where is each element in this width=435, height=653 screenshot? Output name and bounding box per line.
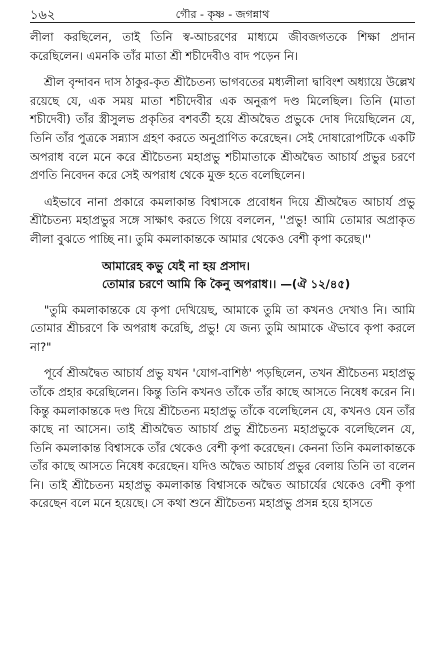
verse-line: তোমার চরণে আমি কি কৈনু অপরাধ।। —(ঐ ১২/৪৫)	[102, 276, 351, 291]
paragraph: এইভাবে নানা প্রকারে কমলাকান্ত বিশ্বাসকে প্রবোধন দিয়ে শ্রীঅদ্বৈত আচার্য প্রভু শ্রীচৈতন্য মহাপ্রভুর সঙ্গে সাক্ষাৎ করতে গিয়ে বললেন, ''প্রভু! আমি তোমার অপ্রাকৃত লীলা বুঝতে পাচ্ছি না। তুমি কমলাকান্তকে আমার থেকেও বেশী কৃপা করেছ।''	[30, 194, 415, 246]
running-title: গৌর - কৃষ্ণ - জগন্নাথ	[175, 8, 270, 21]
page-header	[30, 0, 415, 22]
paragraph: লীলা করছিলেন, তাই তিনি স্ব-আচরণের মাধ্যমে জীবজগতকে শিক্ষা প্রদান করেছিলেন। এমনকি তাঁর মাতা শ্রী শচীদেবীও বাদ পড়েন নি।	[30, 30, 415, 63]
verse-line: আমারেহ কভু যেই না হয় প্রসাদ।	[102, 258, 250, 273]
paragraph: শ্রীল বৃন্দাবন দাস ঠাকুর-কৃত শ্রীচৈতন্য ভাগবতের মধ্যলীলা দ্বাবিংশ অধ্যায়ে উল্লেখ রয়েছে যে, এক সময় মাতা শচীদেবীর এক অনুরূপ দণ্ড মিলেছিল। তিনি (মাতা শচীদেবী) তাঁর স্ত্রীসুলভ প্রকৃতির বশবর্তী হয়ে শ্রীঅদ্বৈত প্রভুকে দোষ দিয়েছিলেন যে, তিনি তাঁর পুত্রকে সন্ন্যাস গ্রহণ করতে অনুপ্রাণিত করেছেন। সেই দোষারোপটিকে একটি অপরাধ বলে মনে করে শ্রীচৈতন্য মহাপ্রভু শচীমাতাকে শ্রীঅদ্বৈত আচার্য প্রভুর চরণে প্রণতি নিবেদন করে সেই অপরাধ থেকে মুক্ত হতে বলেছিলেন।	[30, 75, 415, 183]
paragraph: "তুমি কমলাকান্তকে যে কৃপা দেখিয়েছ, আমাকে তুমি তা কখনও দেখাও নি। আমি তোমার শ্রীচরণে কি অপরাধ করেছি, প্রভু! যে জন্য তুমি আমাকে ঐভাবে কৃপা করলে না?"	[30, 302, 415, 354]
page-number: ১৬২	[30, 8, 56, 23]
paragraph: পূর্বে শ্রীঅদ্বৈত আচার্য প্রভু যখন 'যোগ-বাশিষ্ঠ' পড়ছিলেন, তখন শ্রীচৈতন্য মহাপ্রভু তাঁকে প্রহার করেছিলেন। কিন্তু তিনি কখনও তাঁকে তাঁর কাছে আসতে নিষেধ করেন নি। কিন্তু কমলাকান্তকে দণ্ড দিয়ে শ্রীচৈতন্য মহাপ্রভু তাঁকে বলেছিলেন যে, কখনও যেন তাঁর কাছে না আসেন। তাই শ্রীঅদ্বৈত আচার্য প্রভু শ্রীচৈতন্য মহাপ্রভুকে বলেছিলেন যে, তিনি কমলাকান্ত বিশ্বাসকে তাঁর থেকেও বেশী কৃপা করেছেন। কেননা তিনি কমলাকান্তকে তাঁর কাছে আসতে নিষেধ করেছেন। যদিও অদ্বৈত আচার্য প্রভুর বেলায় তিনি তা বলেন নি। তাই শ্রীচৈতন্য মহাপ্রভু কমলাকান্ত বিশ্বাসকে অদ্বৈত আচার্যের থেকেও বেশী কৃপা করেছেন বলে মনে হয়েছে। সে কথা শুনে শ্রীচৈতন্য মহাপ্রভু প্রসন্ন হয়ে হাসতে	[30, 366, 415, 511]
body-text	[30, 28, 415, 513]
verse-block	[102, 257, 415, 293]
